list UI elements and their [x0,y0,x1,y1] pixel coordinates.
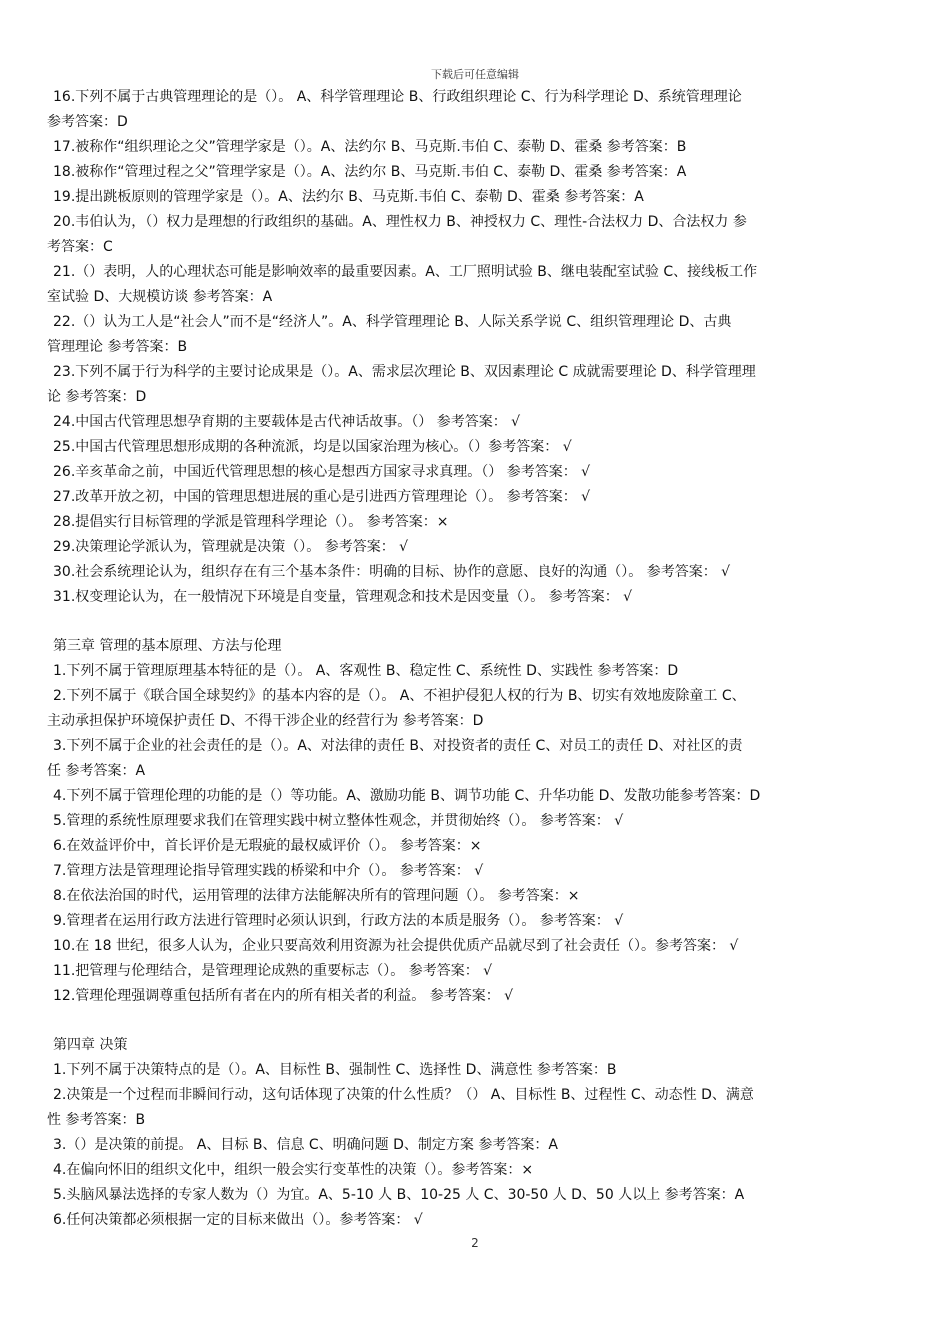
page-header: 下载后可任意编辑 [431,68,519,81]
ch4-question-1: 1.下列不属于决策特点的是（）。A、目标性 B、强制性 C、选择性 D、满意性 参考答案：B [53,1062,617,1078]
question-16: 16.下列不属于古典管理理论的是（）。 A、科学管理理论 B、行政组织理论 C、行为科学理论 D、系统管理理论 [53,89,742,105]
ch3-question-11: 11.把管理与伦理结合，是管理理论成熟的重要标志（）。 参考答案： √ [53,963,493,979]
question-24: 24.中国古代管理思想孕育期的主要载体是古代神话故事。（） 参考答案： √ [53,414,521,430]
ch3-question-5: 5.管理的系统性原理要求我们在管理实践中树立整体性观念，并贯彻始终（）。 参考答案： √ [53,813,624,829]
ch4-question-3: 3.（）是决策的前提。 A、目标 B、信息 C、明确问题 D、制定方案 参考答案：A [53,1137,558,1153]
ch4-question-4: 4.在偏向怀旧的组织文化中，组织一般会实行变革性的决策（）。参考答案：× [53,1162,534,1178]
ch3-question-10: 10.在 18 世纪，很多人认为，企业只要高效利用资源为社会提供优质产品就尽到了社会责任（）。参考答案： √ [53,938,739,954]
ch4-answer-2: 性 参考答案：B [47,1112,146,1128]
chapter-4-heading: 第四章 决策 [53,1037,128,1053]
ch3-question-7: 7.管理方法是管理理论指导管理实践的桥梁和中介（）。 参考答案： √ [53,863,484,879]
question-27: 27.改革开放之初，中国的管理思想进展的重心是引进西方管理理论（）。 参考答案： √ [53,489,591,505]
question-28: 28.提倡实行目标管理的学派是管理科学理论（）。 参考答案：× [53,514,449,530]
question-21: 21.（）表明，人的心理状态可能是影响效率的最重要因素。A、工厂照明试验 B、继电装配室试验 C、接线板工作 [53,264,758,280]
question-26: 26.辛亥革命之前，中国近代管理思想的核心是想西方国家寻求真理。（） 参考答案： √ [53,464,591,480]
question-18: 18.被称作“管理过程之父”管理学家是（）。A、法约尔 B、马克斯.韦伯 C、泰勒 D、霍桑 参考答案：A [53,164,687,180]
ch3-question-3: 3.下列不属于企业的社会责任的是（）。A、对法律的责任 B、对投资者的责任 C、对员工的责任 D、对社区的责 [53,738,743,754]
question-31: 31.权变理论认为，在一般情况下环境是自变量，管理观念和技术是因变量（）。 参考答案： √ [53,589,633,605]
answer-20: 考答案：C [47,239,113,255]
question-19: 19.提出跳板原则的管理学家是（）。A、法约尔 B、马克斯.韦伯 C、泰勒 D、霍桑 参考答案：A [53,189,644,205]
answer-21: 室试验 D、大规模访谈 参考答案：A [47,289,273,305]
ch4-question-5: 5.头脑风暴法选择的专家人数为（）为宜。A、5-10 人 B、10-25 人 C、30-50 人 D、50 人以上 参考答案：A [53,1187,745,1203]
page-number: 2 [471,1236,479,1250]
ch4-question-2: 2.决策是一个过程而非瞬间行动，这句话体现了决策的什么性质？（） A、目标性 B、过程性 C、动态性 D、满意 [53,1087,754,1103]
ch3-question-2: 2.下列不属于《联合国全球契约》的基本内容的是（）。 A、不袒护侵犯人权的行为 B、切实有效地废除童工 C、 [53,688,746,704]
question-25: 25.中国古代管理思想形成期的各种流派，均是以国家治理为核心。（）参考答案： √ [53,439,572,455]
question-30: 30.社会系统理论认为，组织存在有三个基本条件：明确的目标、协作的意愿、良好的沟通（）。 参考答案： √ [53,564,731,580]
section-spacer [47,1009,907,1033]
question-20: 20.韦伯认为，（）权力是理想的行政组织的基础。A、理性权力 B、神授权力 C、理性-合法权力 D、合法权力 参 [53,214,747,230]
ch3-answer-2: 主动承担保护环境保护责任 D、不得干涉企业的经营行为 参考答案：D [47,713,484,729]
ch3-question-1: 1.下列不属于管理原理基本特征的是（）。 A、客观性 B、稳定性 C、系统性 D、实践性 参考答案：D [53,663,679,679]
page-content [47,85,907,1233]
ch3-question-12: 12.管理伦理强调尊重包括所有者在内的所有相关者的利益。 参考答案： √ [53,988,514,1004]
answer-16: 参考答案：D [47,114,128,130]
ch3-question-9: 9.管理者在运用行政方法进行管理时必须认识到，行政方法的本质是服务（）。 参考答案： √ [53,913,624,929]
answer-22: 管理理论 参考答案：B [47,339,188,355]
question-29: 29.决策理论学派认为，管理就是决策（）。 参考答案： √ [53,539,409,555]
question-23: 23.下列不属于行为科学的主要讨论成果是（）。A、需求层次理论 B、双因素理论 C 成就需要理论 D、科学管理理 [53,364,756,380]
section-spacer [47,610,907,634]
question-17: 17.被称作“组织理论之父”管理学家是（）。A、法约尔 B、马克斯.韦伯 C、泰勒 D、霍桑 参考答案：B [53,139,687,155]
chapter-3-heading: 第三章 管理的基本原理、方法与伦理 [53,638,282,654]
ch3-question-6: 6.在效益评价中，首长评价是无瑕疵的最权威评价（）。 参考答案：× [53,838,482,854]
question-22: 22.（）认为工人是“社会人”而不是“经济人”。A、科学管理理论 B、人际关系学说 C、组织管理理论 D、古典 [53,314,732,330]
ch4-question-6: 6.任何决策都必须根据一定的目标来做出（）。参考答案： √ [53,1212,423,1228]
ch3-question-4: 4.下列不属于管理伦理的功能的是（）等功能。A、激励功能 B、调节功能 C、升华功能 D、发散功能参考答案：D [53,788,761,804]
ch3-answer-3: 任 参考答案：A [47,763,146,779]
answer-23: 论 参考答案：D [47,389,147,405]
ch3-question-8: 8.在依法治国的时代，运用管理的法律方法能解决所有的管理问题（）。 参考答案：× [53,888,580,904]
